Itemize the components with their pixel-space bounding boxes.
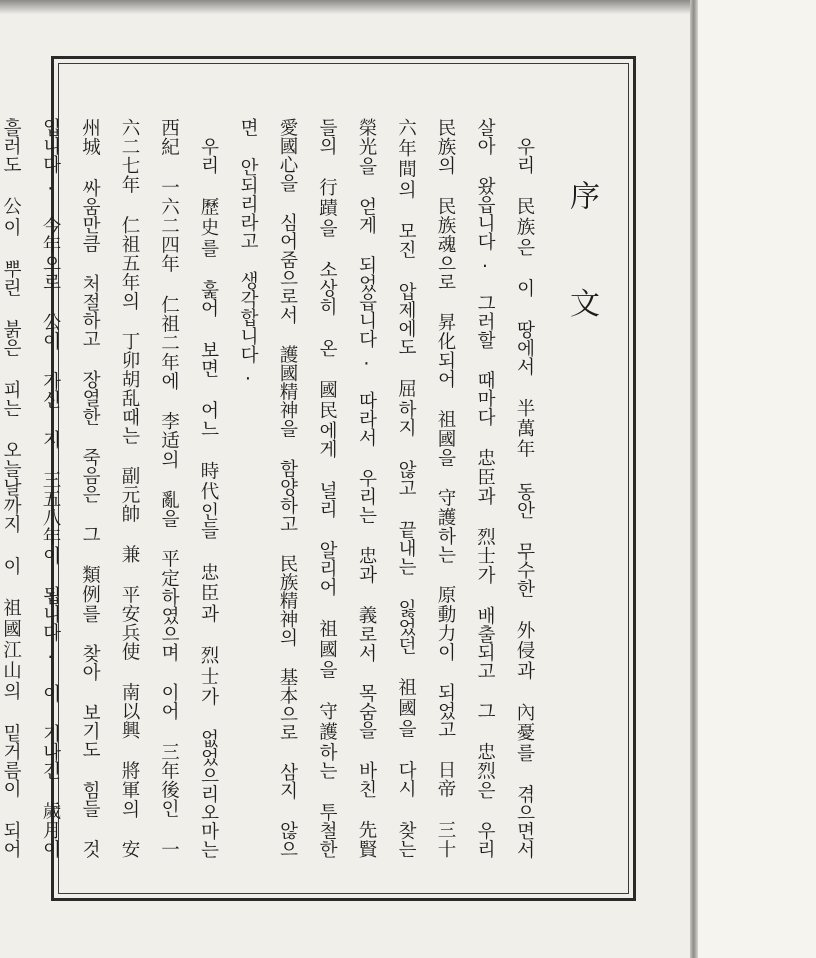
page-title: 序 文 (564, 180, 599, 352)
top-shadow (0, 0, 690, 14)
paragraph: 우리 民族은 이 땅에서 半萬年 동안 무수한 外侵과 內憂를 겪으면서 살아 왔읍니다. 그러할 때마다 忠臣과 烈士가 배출되고 그 忠烈은 우리 民族의 民族魂으로 昇化되어 祖國을 守護하는 原動力이 되었고 日帝 三十六年間의 모진 압제에도 屈하지 않고 끝내는 잃었던 祖國을 다시 찾는 榮光을 얻게 되었읍니다. 따라서 우리는 忠과 義로서 목숨을 바친 先賢들의 行蹟을 소상히 온 國民에게 널리 알리어 祖國을 守護하는 투철한 愛國心을 심어줌으로서 護國精神을 함양하고 民族精神의 基本으로 삼지 않으면 안되리라고 생각합니다. (237, 118, 535, 858)
preface-body (0, 118, 544, 859)
paragraph: 우리 歷史를 훑어 보면 어느 時代인들 忠臣과 烈士가 없었으리오마는 西紀 一六二四年 仁祖二年에 李适의 亂을 平定하였으며 이어 三年後인 一六二七年 仁祖五年의 丁卯胡乱때는 副元帥 兼 平安兵使 南以興 將軍의 安州城 싸움만큼 처절하고 장열한 죽음은 그 類例를 찾아 보기도 힘들 것입니다. 今年으로 公이 가신 지 三五八年이 됩니다. 이 기나긴 歲月이 흘러도 公이 뿌린 붉은 피는 오늘날까지 이 祖國江山의 밑거름이 되어 (0, 118, 219, 859)
book-gutter (690, 0, 698, 958)
facing-page (698, 0, 816, 958)
